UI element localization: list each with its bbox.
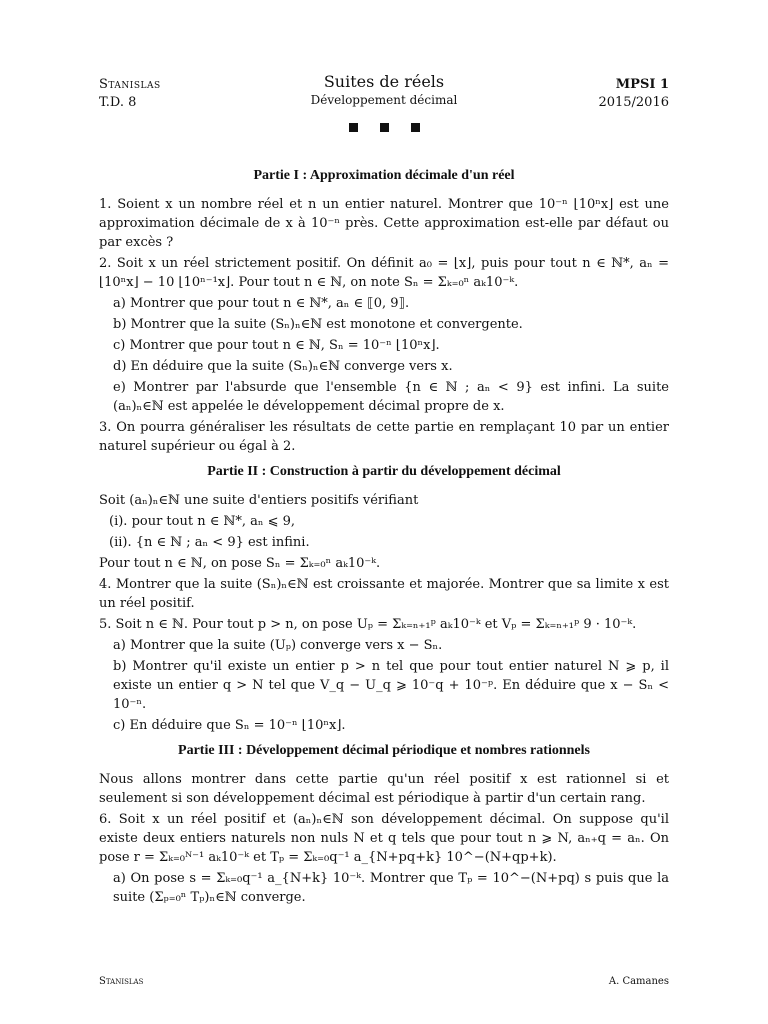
question-2e: e) Montrer par l'absurde que l'ensemble {n ∈ ℕ ; aₙ < 9} est infini. La suite (aₙ)ₙ∈ℕ est appelée le développement décimal propre de x. [113,380,669,414]
condition-1: (i). pour tout n ∈ ℕ*, aₙ ⩽ 9, [109,514,296,529]
separator-squares [0,117,768,136]
question-3: 3. On pourra généraliser les résultats de cette partie en remplaçant 10 par un entier naturel supérieur ou égal à 2. [99,420,669,454]
part1-title: Partie I : Approximation décimale d'un réel [253,168,515,183]
document-title: Suites de réels [323,72,445,91]
school-year: 2015/2016 [598,95,669,110]
part2-definition: Pour tout n ∈ ℕ, on pose Sₙ = Σₖ₌₀ⁿ aₖ10⁻ᵏ. [99,556,381,571]
question-6a: a) On pose s = Σₖ₌₀q⁻¹ a_{N+k} 10⁻ᵏ. Montrer que Tₚ = 10^−(N+pq) s puis que la suite (Σₚ₌₀ⁿ Tₚ)ₙ∈ℕ converge. [113,871,669,905]
question-5c: c) En déduire que Sₙ = 10⁻ⁿ ⌊10ⁿx⌋. [113,718,346,733]
class-name: MPSI 1 [615,77,669,92]
school-name: Stanislas [99,77,161,92]
question-2: 2. Soit x un réel strictement positif. On définit a₀ = ⌊x⌋, puis pour tout n ∈ ℕ*, aₙ = ⌊10ⁿx⌋ − 10 ⌊10ⁿ⁻¹x⌋. Pour tout n ∈ ℕ, on note Sₙ = Σₖ₌₀ⁿ aₖ10⁻ᵏ. [99,256,669,290]
part3-intro: Nous allons montrer dans cette partie qu'un réel positif x est rationnel si et seulement si son développement décimal est périodique à partir d'un certain rang. [99,772,669,806]
square-icon [380,123,389,132]
document-body [99,160,669,909]
question-2b: b) Montrer que la suite (Sₙ)ₙ∈ℕ est monotone et convergente. [113,317,523,332]
question-5a: a) Montrer que la suite (Uₚ) converge vers x − Sₙ. [113,638,443,653]
condition-2: (ii). {n ∈ ℕ ; aₙ < 9} est infini. [109,535,310,550]
header-right [598,76,669,112]
part3-title: Partie III : Développement décimal périodique et nombres rationnels [178,743,590,758]
question-1: 1. Soient x un nombre réel et n un entier naturel. Montrer que 10⁻ⁿ ⌊10ⁿx⌋ est une approximation décimale de x à 10⁻ⁿ près. Cette approximation est-elle par défaut ou par excès ? [99,197,669,250]
footer-left: Stanislas [99,976,144,987]
td-number: T.D. 8 [99,95,137,110]
document-subtitle: Développement décimal [310,93,458,107]
question-5: 5. Soit n ∈ ℕ. Pour tout p > n, on pose Uₚ = Σₖ₌ₙ₊₁ᵖ aₖ10⁻ᵏ et Vₚ = Σₖ₌ₙ₊₁ᵖ 9 · 10⁻ᵏ. [99,617,637,632]
question-5b: b) Montrer qu'il existe un entier p > n tel que pour tout entier naturel N ⩾ p, il existe un entier q > N tel que V_q − U_q ⩾ 10⁻q + 10⁻ᵖ. En déduire que x − Sₙ < 10⁻ⁿ. [113,659,669,712]
part2-intro: Soit (aₙ)ₙ∈ℕ une suite d'entiers positifs vérifiant [99,493,419,508]
question-2a: a) Montrer que pour tout n ∈ ℕ*, aₙ ∈ ⟦0, 9⟧. [113,296,410,311]
part2-title: Partie II : Construction à partir du développement décimal [207,464,561,479]
question-6: 6. Soit x un réel positif et (aₙ)ₙ∈ℕ son développement décimal. On suppose qu'il existe deux entiers naturels non nuls N et q tels que pour tout n ⩾ N, aₙ₊q = aₙ. On pose r = Σₖ₌₀ᴺ⁻¹ aₖ10⁻ᵏ et Tₚ = Σₖ₌₀q⁻¹ a_{N+pq+k} 10^−(N+qp+k). [99,812,669,865]
square-icon [349,123,358,132]
square-icon [411,123,420,132]
question-4: 4. Montrer que la suite (Sₙ)ₙ∈ℕ est croissante et majorée. Montrer que sa limite x est un réel positif. [99,577,669,611]
question-2c: c) Montrer que pour tout n ∈ ℕ, Sₙ = 10⁻ⁿ ⌊10ⁿx⌋. [113,338,440,353]
question-2d: d) En déduire que la suite (Sₙ)ₙ∈ℕ converge vers x. [113,359,453,374]
footer-right: A. Camanes [608,976,669,987]
